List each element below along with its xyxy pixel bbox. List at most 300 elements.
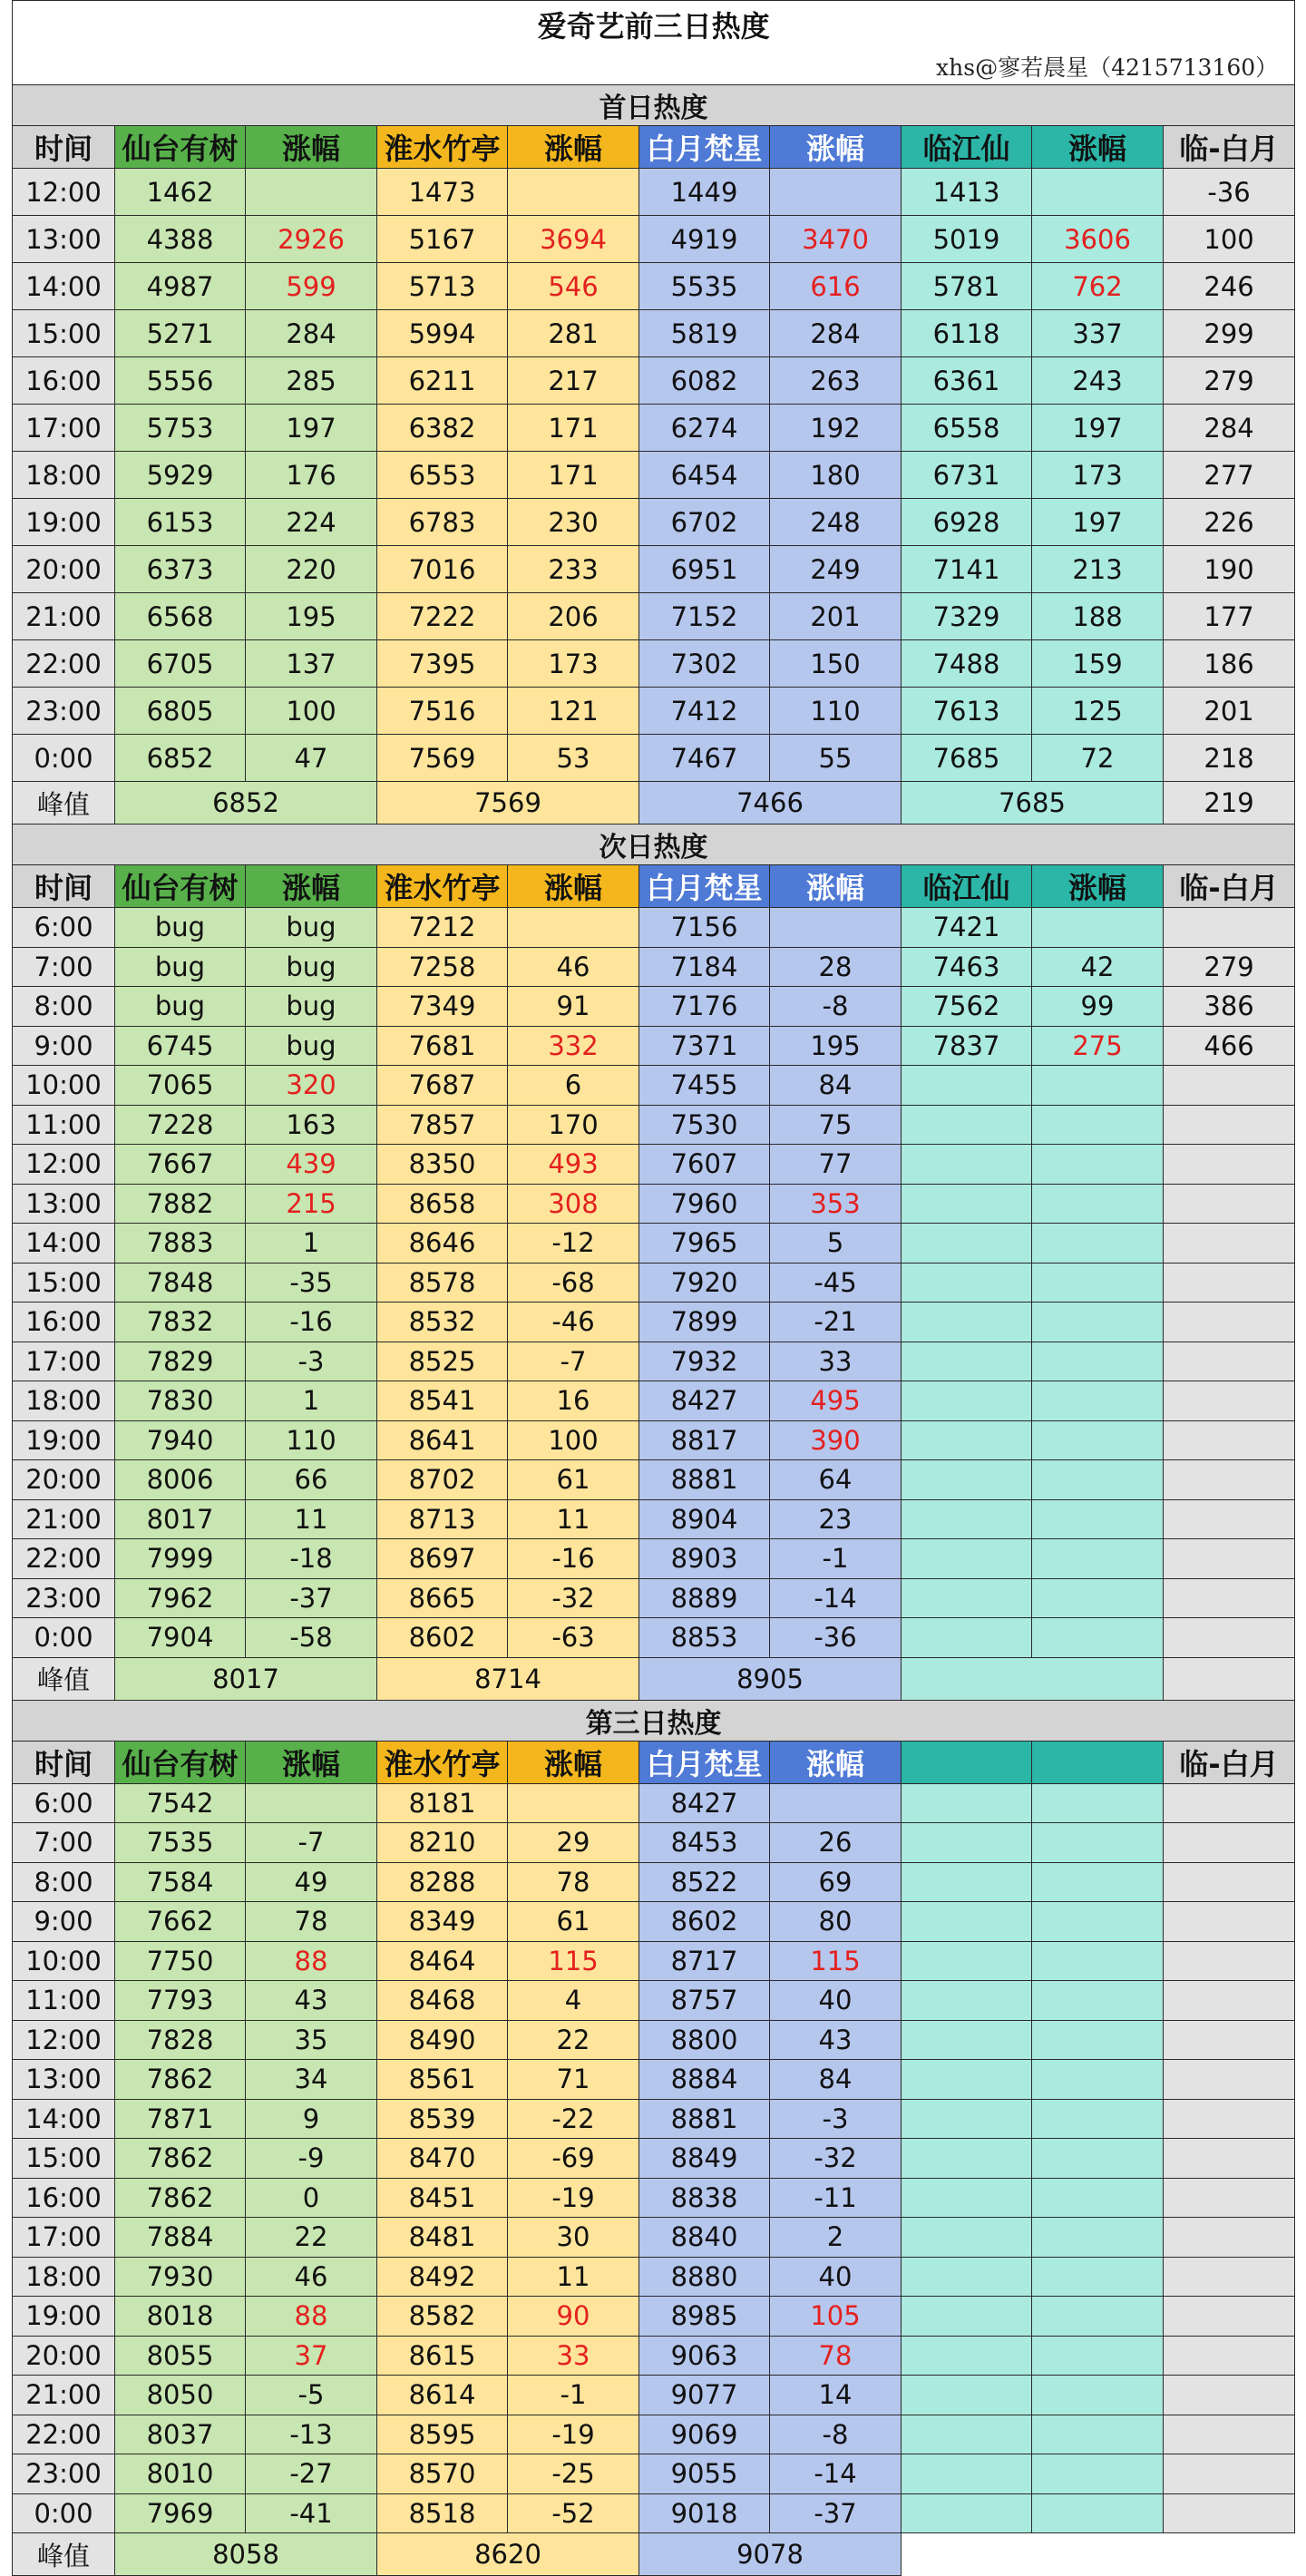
- xiantai-rise: 110: [246, 1420, 377, 1460]
- huaishui-rise: 33: [508, 2336, 639, 2376]
- linjiang-value: [902, 1783, 1032, 1823]
- xiantai-rise: 34: [246, 2060, 377, 2100]
- xiantai-rise: 1: [246, 1381, 377, 1421]
- linjiang-value: 6118: [902, 310, 1032, 357]
- xiantai-rise: 11: [246, 1499, 377, 1539]
- author-row: [13, 48, 1295, 85]
- time-cell: 21:00: [13, 1499, 115, 1539]
- xiantai-rise: 22: [246, 2218, 377, 2258]
- huaishui-rise: 91: [508, 987, 639, 1027]
- baiyue-value: 8427: [639, 1783, 770, 1823]
- peak-label: 峰值: [13, 1657, 115, 1700]
- xiantai-rise: 220: [246, 546, 377, 593]
- huaishui-value: 8518: [377, 2493, 508, 2533]
- baiyue-value: 7607: [639, 1145, 770, 1185]
- baiyue-rise: 201: [770, 593, 902, 640]
- baiyue-value: 8985: [639, 2297, 770, 2337]
- xiantai-rise: 37: [246, 2336, 377, 2376]
- section-title-row: [13, 825, 1295, 865]
- table-row: [13, 1902, 1295, 1942]
- xiantai-value: 7999: [115, 1539, 246, 1579]
- section-title: 次日热度: [13, 825, 1295, 865]
- xiantai-rise: 320: [246, 1066, 377, 1106]
- header-huaishui-rise: 涨幅: [508, 126, 639, 169]
- xiantai-value: 7667: [115, 1145, 246, 1185]
- linjiang-value: [902, 1460, 1032, 1500]
- linjiang-rise: [1032, 1941, 1164, 1981]
- baiyue-rise: 75: [770, 1105, 902, 1145]
- baiyue-rise: 353: [770, 1184, 902, 1224]
- linjiang-value: [902, 1862, 1032, 1902]
- xiantai-rise: 439: [246, 1145, 377, 1185]
- diff-value: 190: [1164, 546, 1295, 593]
- time-cell: 13:00: [13, 2060, 115, 2100]
- xiantai-rise: [246, 169, 377, 216]
- xiantai-value: 7793: [115, 1981, 246, 2021]
- huaishui-value: 7349: [377, 987, 508, 1027]
- huaishui-value: 8532: [377, 1303, 508, 1342]
- huaishui-rise: 22: [508, 2020, 639, 2060]
- huaishui-value: 8658: [377, 1184, 508, 1224]
- table-row: [13, 1578, 1295, 1618]
- xiantai-value: 5929: [115, 452, 246, 499]
- baiyue-value: 7184: [639, 947, 770, 987]
- linjiang-value: [902, 1342, 1032, 1381]
- diff-value: [1164, 1184, 1295, 1224]
- header-xiantai: 仙台有树: [115, 865, 246, 908]
- time-cell: 10:00: [13, 1066, 115, 1106]
- baiyue-rise: 150: [770, 640, 902, 688]
- huaishui-value: 8181: [377, 1783, 508, 1823]
- huaishui-rise: 281: [508, 310, 639, 357]
- diff-value: [1164, 2415, 1295, 2454]
- xiantai-value: 7848: [115, 1263, 246, 1303]
- baiyue-rise: -11: [770, 2178, 902, 2218]
- baiyue-value: 8757: [639, 1981, 770, 2021]
- table-row: [13, 1539, 1295, 1579]
- linjiang-rise: 197: [1032, 405, 1164, 452]
- linjiang-value: [902, 2139, 1032, 2179]
- xiantai-rise: bug: [246, 987, 377, 1027]
- xiantai-value: 7969: [115, 2493, 246, 2533]
- baiyue-rise: 110: [770, 688, 902, 735]
- linjiang-value: 7613: [902, 688, 1032, 735]
- peak-blank: [902, 2533, 1295, 2576]
- diff-value: [1164, 2020, 1295, 2060]
- diff-value: [1164, 1263, 1295, 1303]
- table-row: [13, 2060, 1295, 2100]
- linjiang-value: 6361: [902, 357, 1032, 405]
- huaishui-rise: -7: [508, 1342, 639, 1381]
- diff-value: 186: [1164, 640, 1295, 688]
- xiantai-value: 6153: [115, 499, 246, 546]
- diff-value: 279: [1164, 947, 1295, 987]
- peak-huaishui: 7569: [377, 782, 639, 825]
- linjiang-rise: [1032, 169, 1164, 216]
- linjiang-value: [902, 2218, 1032, 2258]
- time-cell: 0:00: [13, 735, 115, 782]
- table-row: [13, 1420, 1295, 1460]
- linjiang-rise: 42: [1032, 947, 1164, 987]
- xiantai-value: 7750: [115, 1941, 246, 1981]
- baiyue-rise: -14: [770, 1578, 902, 1618]
- huaishui-value: 7681: [377, 1026, 508, 1066]
- linjiang-value: [902, 2376, 1032, 2415]
- xiantai-rise: 0: [246, 2178, 377, 2218]
- baiyue-rise: 64: [770, 1460, 902, 1500]
- xiantai-value: 5271: [115, 310, 246, 357]
- time-cell: 7:00: [13, 1823, 115, 1863]
- xiantai-rise: [246, 1783, 377, 1823]
- baiyue-rise: -21: [770, 1303, 902, 1342]
- header-linjiang-rise: 涨幅: [1032, 865, 1164, 908]
- linjiang-rise: [1032, 1862, 1164, 1902]
- linjiang-rise: [1032, 2493, 1164, 2533]
- baiyue-value: 8881: [639, 2099, 770, 2139]
- baiyue-value: 8817: [639, 1420, 770, 1460]
- baiyue-rise: 78: [770, 2336, 902, 2376]
- table-row: [13, 593, 1295, 640]
- time-cell: 6:00: [13, 1783, 115, 1823]
- linjiang-value: [902, 1823, 1032, 1863]
- huaishui-rise: 171: [508, 405, 639, 452]
- baiyue-rise: -8: [770, 987, 902, 1027]
- baiyue-rise: 249: [770, 546, 902, 593]
- xiantai-rise: 163: [246, 1105, 377, 1145]
- huaishui-value: 7258: [377, 947, 508, 987]
- baiyue-value: 9018: [639, 2493, 770, 2533]
- diff-value: [1164, 2376, 1295, 2415]
- author-credit: xhs@寥若晨星（4215713160）: [13, 48, 1295, 85]
- huaishui-rise: 308: [508, 1184, 639, 1224]
- baiyue-value: 7152: [639, 593, 770, 640]
- table-row: [13, 2454, 1295, 2494]
- xiantai-value: 6373: [115, 546, 246, 593]
- xiantai-rise: 284: [246, 310, 377, 357]
- baiyue-rise: 192: [770, 405, 902, 452]
- linjiang-value: [902, 2415, 1032, 2454]
- diff-value: [1164, 1066, 1295, 1106]
- xiantai-value: 7883: [115, 1224, 246, 1264]
- section-title-row: [13, 85, 1295, 126]
- huaishui-rise: -25: [508, 2454, 639, 2494]
- huaishui-value: 7222: [377, 593, 508, 640]
- diff-value: [1164, 1941, 1295, 1981]
- time-cell: 23:00: [13, 688, 115, 735]
- linjiang-rise: 72: [1032, 735, 1164, 782]
- huaishui-value: 8464: [377, 1941, 508, 1981]
- title-row: [13, 1, 1295, 49]
- linjiang-value: 7141: [902, 546, 1032, 593]
- baiyue-value: 8903: [639, 1539, 770, 1579]
- baiyue-rise: [770, 1783, 902, 1823]
- diff-value: [1164, 2336, 1295, 2376]
- table-row: [13, 1026, 1295, 1066]
- linjiang-value: [902, 2493, 1032, 2533]
- baiyue-rise: -45: [770, 1263, 902, 1303]
- xiantai-value: 7940: [115, 1420, 246, 1460]
- baiyue-value: 7455: [639, 1066, 770, 1106]
- linjiang-rise: [1032, 2336, 1164, 2376]
- linjiang-value: [902, 1066, 1032, 1106]
- table-row: [13, 216, 1295, 263]
- baiyue-value: 6454: [639, 452, 770, 499]
- time-cell: 19:00: [13, 1420, 115, 1460]
- baiyue-value: 8453: [639, 1823, 770, 1863]
- huaishui-value: 8615: [377, 2336, 508, 2376]
- table-row: [13, 1783, 1295, 1823]
- xiantai-value: 7829: [115, 1342, 246, 1381]
- baiyue-rise: -32: [770, 2139, 902, 2179]
- huaishui-value: 8492: [377, 2257, 508, 2297]
- linjiang-value: 7488: [902, 640, 1032, 688]
- diff-value: [1164, 1105, 1295, 1145]
- xiantai-value: 8017: [115, 1499, 246, 1539]
- huaishui-value: 7016: [377, 546, 508, 593]
- table-row: [13, 2099, 1295, 2139]
- huaishui-rise: -32: [508, 1578, 639, 1618]
- linjiang-value: [902, 1105, 1032, 1145]
- huaishui-value: 8665: [377, 1578, 508, 1618]
- xiantai-rise: bug: [246, 947, 377, 987]
- diff-value: [1164, 1578, 1295, 1618]
- xiantai-rise: -9: [246, 2139, 377, 2179]
- xiantai-value: 7862: [115, 2178, 246, 2218]
- time-cell: 12:00: [13, 169, 115, 216]
- header-baiyue-rise: 涨幅: [770, 865, 902, 908]
- time-cell: 15:00: [13, 1263, 115, 1303]
- linjiang-rise: [1032, 1184, 1164, 1224]
- table-row: [13, 2297, 1295, 2337]
- xiantai-value: 6705: [115, 640, 246, 688]
- baiyue-rise: [770, 169, 902, 216]
- baiyue-rise: 43: [770, 2020, 902, 2060]
- huaishui-rise: 230: [508, 499, 639, 546]
- diff-value: 284: [1164, 405, 1295, 452]
- table-row: [13, 2218, 1295, 2258]
- baiyue-value: 7176: [639, 987, 770, 1027]
- xiantai-rise: 35: [246, 2020, 377, 2060]
- column-header-row: [13, 126, 1295, 169]
- xiantai-rise: 176: [246, 452, 377, 499]
- diff-value: [1164, 1420, 1295, 1460]
- linjiang-rise: 762: [1032, 263, 1164, 310]
- diff-value: [1164, 1460, 1295, 1500]
- baiyue-rise: 248: [770, 499, 902, 546]
- xiantai-rise: 197: [246, 405, 377, 452]
- time-cell: 20:00: [13, 546, 115, 593]
- time-cell: 22:00: [13, 1539, 115, 1579]
- huaishui-rise: 332: [508, 1026, 639, 1066]
- huaishui-rise: -16: [508, 1539, 639, 1579]
- baiyue-rise: 5: [770, 1224, 902, 1264]
- column-header-row: [13, 1741, 1295, 1783]
- table-row: [13, 452, 1295, 499]
- baiyue-rise: 2: [770, 2218, 902, 2258]
- linjiang-value: 5019: [902, 216, 1032, 263]
- time-cell: 16:00: [13, 357, 115, 405]
- linjiang-rise: 213: [1032, 546, 1164, 593]
- linjiang-rise: 275: [1032, 1026, 1164, 1066]
- linjiang-rise: 99: [1032, 987, 1164, 1027]
- baiyue-value: 8602: [639, 1902, 770, 1942]
- xiantai-rise: 137: [246, 640, 377, 688]
- linjiang-value: 7837: [902, 1026, 1032, 1066]
- table-row: [13, 2376, 1295, 2415]
- table-row: [13, 947, 1295, 987]
- baiyue-rise: 3470: [770, 216, 902, 263]
- time-cell: 22:00: [13, 640, 115, 688]
- linjiang-rise: [1032, 1539, 1164, 1579]
- huaishui-rise: 46: [508, 947, 639, 987]
- table-row: [13, 1342, 1295, 1381]
- xiantai-value: 6805: [115, 688, 246, 735]
- huaishui-value: 8210: [377, 1823, 508, 1863]
- xiantai-value: 7862: [115, 2060, 246, 2100]
- huaishui-rise: -19: [508, 2178, 639, 2218]
- linjiang-value: 7463: [902, 947, 1032, 987]
- diff-value: 299: [1164, 310, 1295, 357]
- linjiang-rise: [1032, 1618, 1164, 1658]
- linjiang-value: [902, 2454, 1032, 2494]
- diff-value: 226: [1164, 499, 1295, 546]
- linjiang-rise: [1032, 2099, 1164, 2139]
- huaishui-rise: -63: [508, 1618, 639, 1658]
- linjiang-value: [902, 1184, 1032, 1224]
- huaishui-value: 8713: [377, 1499, 508, 1539]
- time-cell: 19:00: [13, 2297, 115, 2337]
- peak-linjiang: [902, 1657, 1164, 1700]
- diff-value: [1164, 2257, 1295, 2297]
- linjiang-rise: [1032, 2139, 1164, 2179]
- huaishui-value: 6382: [377, 405, 508, 452]
- diff-value: [1164, 1902, 1295, 1942]
- huaishui-value: 8350: [377, 1145, 508, 1185]
- huaishui-value: 8349: [377, 1902, 508, 1942]
- huaishui-rise: 100: [508, 1420, 639, 1460]
- xiantai-rise: 2926: [246, 216, 377, 263]
- baiyue-rise: 28: [770, 947, 902, 987]
- linjiang-rise: [1032, 1420, 1164, 1460]
- linjiang-rise: 3606: [1032, 216, 1164, 263]
- baiyue-value: 7932: [639, 1342, 770, 1381]
- baiyue-rise: 40: [770, 2257, 902, 2297]
- header-time: 时间: [13, 1741, 115, 1783]
- xiantai-rise: 1: [246, 1224, 377, 1264]
- baiyue-rise: -8: [770, 2415, 902, 2454]
- huaishui-rise: -1: [508, 2376, 639, 2415]
- linjiang-rise: [1032, 1342, 1164, 1381]
- baiyue-rise: -36: [770, 1618, 902, 1658]
- huaishui-rise: 206: [508, 593, 639, 640]
- linjiang-rise: [1032, 2454, 1164, 2494]
- diff-value: [1164, 2493, 1295, 2533]
- time-cell: 11:00: [13, 1981, 115, 2021]
- linjiang-rise: [1032, 1981, 1164, 2021]
- table-row: [13, 1184, 1295, 1224]
- baiyue-rise: -14: [770, 2454, 902, 2494]
- huaishui-value: 8578: [377, 1263, 508, 1303]
- time-cell: 23:00: [13, 2454, 115, 2494]
- linjiang-value: 1413: [902, 169, 1032, 216]
- huaishui-rise: -12: [508, 1224, 639, 1264]
- xiantai-value: bug: [115, 947, 246, 987]
- table-row: [13, 1145, 1295, 1185]
- huaishui-value: 7516: [377, 688, 508, 735]
- time-cell: 13:00: [13, 216, 115, 263]
- linjiang-value: [902, 1381, 1032, 1421]
- linjiang-value: 7685: [902, 735, 1032, 782]
- diff-value: 279: [1164, 357, 1295, 405]
- huaishui-value: 6211: [377, 357, 508, 405]
- table-row: [13, 688, 1295, 735]
- baiyue-value: 8881: [639, 1460, 770, 1500]
- huaishui-value: 8570: [377, 2454, 508, 2494]
- xiantai-value: 7065: [115, 1066, 246, 1106]
- diff-value: 100: [1164, 216, 1295, 263]
- table-row: [13, 2493, 1295, 2533]
- huaishui-rise: -69: [508, 2139, 639, 2179]
- linjiang-value: [902, 1902, 1032, 1942]
- table-row: [13, 1460, 1295, 1500]
- huaishui-value: 8702: [377, 1460, 508, 1500]
- table-row: [13, 735, 1295, 782]
- header-linjiang: [902, 1741, 1032, 1783]
- xiantai-value: 4987: [115, 263, 246, 310]
- linjiang-rise: [1032, 2415, 1164, 2454]
- time-cell: 8:00: [13, 1862, 115, 1902]
- baiyue-rise: 616: [770, 263, 902, 310]
- baiyue-rise: -1: [770, 1539, 902, 1579]
- xiantai-value: bug: [115, 908, 246, 948]
- linjiang-rise: [1032, 2218, 1164, 2258]
- linjiang-value: 7329: [902, 593, 1032, 640]
- huaishui-value: 8481: [377, 2218, 508, 2258]
- header-linjiang: 临江仙: [902, 126, 1032, 169]
- xiantai-value: 7535: [115, 1823, 246, 1863]
- xiantai-rise: 47: [246, 735, 377, 782]
- huaishui-value: 8470: [377, 2139, 508, 2179]
- peak-label: 峰值: [13, 782, 115, 825]
- linjiang-rise: [1032, 2060, 1164, 2100]
- header-time: 时间: [13, 865, 115, 908]
- linjiang-value: [902, 2257, 1032, 2297]
- xiantai-value: 6568: [115, 593, 246, 640]
- diff-value: [1164, 1145, 1295, 1185]
- time-cell: 8:00: [13, 987, 115, 1027]
- baiyue-value: 8853: [639, 1618, 770, 1658]
- huaishui-value: 7212: [377, 908, 508, 948]
- table-row: [13, 1941, 1295, 1981]
- huaishui-rise: -22: [508, 2099, 639, 2139]
- header-linjiang-rise: 涨幅: [1032, 126, 1164, 169]
- peak-xiantai: 8017: [115, 1657, 377, 1700]
- xiantai-value: 7904: [115, 1618, 246, 1658]
- xiantai-rise: -27: [246, 2454, 377, 2494]
- xiantai-rise: -16: [246, 1303, 377, 1342]
- xiantai-rise: -37: [246, 1578, 377, 1618]
- linjiang-rise: 159: [1032, 640, 1164, 688]
- header-linjiang: 临江仙: [902, 865, 1032, 908]
- peak-xiantai: 6852: [115, 782, 377, 825]
- huaishui-rise: 217: [508, 357, 639, 405]
- header-baiyue-rise: 涨幅: [770, 126, 902, 169]
- time-cell: 16:00: [13, 2178, 115, 2218]
- time-cell: 12:00: [13, 1145, 115, 1185]
- baiyue-rise: 69: [770, 1862, 902, 1902]
- baiyue-rise: [770, 908, 902, 948]
- baiyue-value: 7899: [639, 1303, 770, 1342]
